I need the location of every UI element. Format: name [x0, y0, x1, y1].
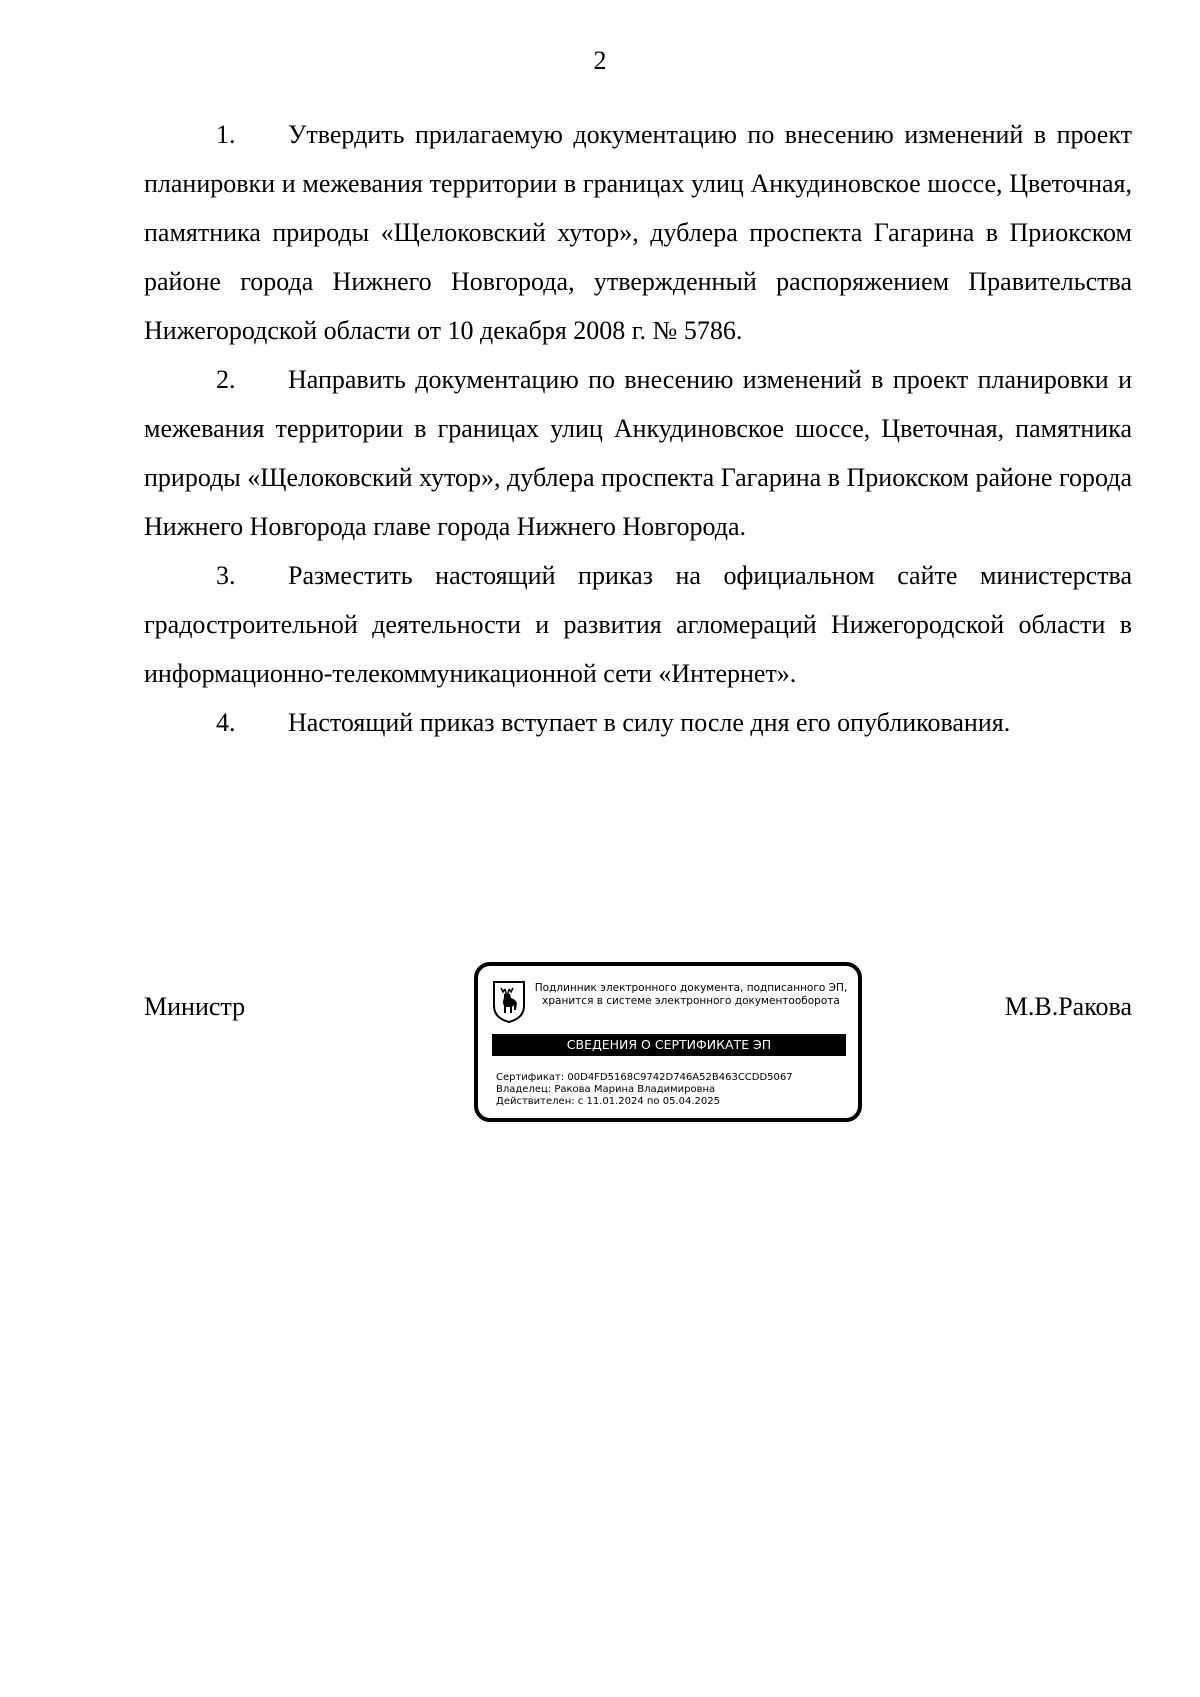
- deer-coat-of-arms-icon: [492, 980, 526, 1024]
- paragraph-2: [144, 355, 1132, 551]
- stamp-header: [530, 982, 852, 1008]
- paragraph-number: 3.: [216, 561, 236, 590]
- stamp-header-line: хранится в системе электронного документооборота: [542, 995, 840, 1007]
- signer-name: М.В.Ракова: [1004, 992, 1132, 1021]
- signer-position: Министр: [144, 992, 246, 1021]
- certificate-number: Сертификат: 00D4FD5168C9742D746A52B463CCDD5067: [496, 1072, 793, 1083]
- certificate-owner: Владелец: Ракова Марина Владимировна: [496, 1084, 716, 1095]
- paragraph-1: [144, 110, 1132, 355]
- electronic-signature-stamp: [474, 962, 862, 1122]
- paragraph-text: Утвердить прилагаемую документацию по внесению изменений в проект планировки и межевания территории в границах улиц Анкудиновское шоссе, Цветочная, памятника природы «Щелоковский хутор», дублера проспекта Гагарина в Приокском районе города Нижнего Новгорода, утвержденный распоряжением Правительства Нижегородской области от 10 декабря 2008 г. № 5786.: [144, 120, 1132, 345]
- page-number: 2: [593, 46, 607, 75]
- stamp-title-bar: СВЕДЕНИЯ О СЕРТИФИКАТЕ ЭП: [492, 1034, 846, 1056]
- paragraph-number: 4.: [216, 708, 236, 737]
- paragraph-number: 2.: [216, 365, 236, 394]
- stamp-header-line: Подлинник электронного документа, подписанного ЭП,: [534, 982, 848, 994]
- document-body: [144, 110, 1132, 747]
- paragraph-text: Настоящий приказ вступает в силу после дня его опубликования.: [288, 708, 1011, 737]
- paragraph-3: [144, 551, 1132, 698]
- paragraph-4: [144, 698, 1132, 747]
- certificate-validity: Действителен: с 11.01.2024 по 05.04.2025: [496, 1096, 720, 1107]
- paragraph-number: 1.: [216, 120, 236, 149]
- certificate-details: [496, 1072, 850, 1108]
- paragraph-text: Направить документацию по внесению изменений в проект планировки и межевания территории в границах улиц Анкудиновское шоссе, Цветочная, памятника природы «Щелоковский хутор», дублера проспекта Гагарина в Приокском районе города Нижнего Новгорода главе города Нижнего Новгорода.: [144, 365, 1132, 541]
- paragraph-text: Разместить настоящий приказ на официальном сайте министерства градостроительной деятельности и развития агломераций Нижегородской области в информационно-телекоммуникационной сети «Интернет».: [144, 561, 1132, 688]
